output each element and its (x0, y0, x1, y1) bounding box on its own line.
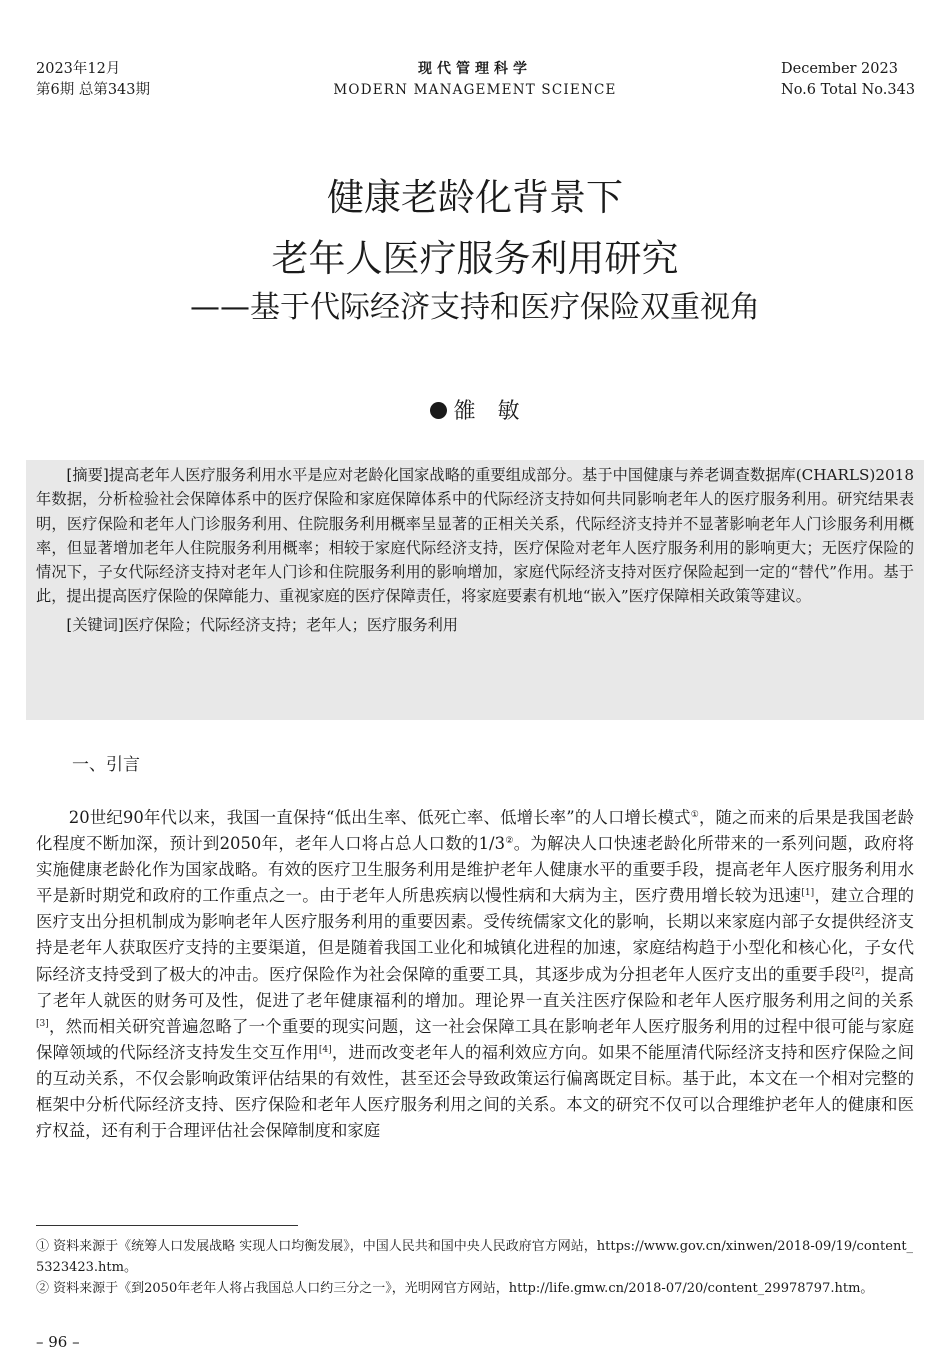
body-sentence: ，进而改变老年人的福利效应方向。如果不能厘清代际经济支持和医疗保险之间的互动关系，不仅会影响政策评估结果的有效性，甚至还会导致政策运行偏离既定目标。基于此，本文在一个相对完整的框架中分析代际经济支持、医疗保险和老年人医疗服务利用之间的关系。本文的研究不仅可以合理维护老年人的健康和医疗权益，还有利于合理评估社会保障制度和家庭 (36, 1042, 915, 1141)
journal-name-en: MODERN MANAGEMENT SCIENCE (333, 82, 617, 98)
footnote-marker[interactable]: ① (690, 810, 699, 820)
citation-marker[interactable]: [2] (851, 966, 865, 977)
footnote-1: ① 资料来源于《统筹人口发展战略 实现人口均衡发展》，中国人民共和国中央人民政府官方网站，https://www.gov.cn/xinwen/2018-09/19/content_5323423.htm。 (36, 1239, 914, 1275)
keywords-paragraph (36, 613, 914, 637)
author-line (0, 397, 950, 427)
citation-marker[interactable]: [1] (801, 888, 815, 899)
footnote-divider (36, 1225, 298, 1226)
abstract (36, 463, 914, 637)
footnote-marker[interactable]: ② (505, 836, 514, 847)
header-date-cn: 2023年12月 (36, 61, 121, 77)
header-issue-en: No.6 Total No.343 (781, 82, 916, 98)
keywords-label: [关键词] (66, 615, 124, 634)
abstract-label: [摘要] (66, 466, 109, 484)
title-line-2: 老年人医疗服务利用研究 (271, 237, 679, 280)
footnote-2: ② 资料来源于《到2050年老年人将占我国总人口约三分之一》，光明网官方网站，http://life.gmw.cn/2018-07/20/content_29978797.htm。 (36, 1280, 874, 1296)
body-sentence: ，然而相关研究普遍忽略了一个重要的现实问题，这一社会保障工具在影响老年人医疗服务利用的过程中很可能与家庭保障领域的代际经济支持发生交互作用 (36, 1016, 914, 1062)
body-sentence: ，建立合理的医疗支出分担机制成为影响老年人医疗服务利用的重要因素。受传统儒家文化的影响，长期以来家庭内部子女提供经济支持是老年人获取医疗支持的主要渠道，但是随着我国工业化和城镇化进程的加速，家庭结构趋于小型化和核心化，子女代际经济支持受到了极大的冲击。医疗保险作为社会保障的重要工具，其逐步成为分担老年人医疗支出的重要手段 (36, 886, 915, 984)
title-line-1: 健康老龄化背景下 (327, 176, 623, 219)
citation-marker[interactable]: [3] (36, 1018, 49, 1029)
body-text (36, 805, 914, 1144)
journal-name-cn: 现代管理科学 (418, 61, 532, 77)
subtitle: ——基于代际经济支持和医疗保险双重视角 (190, 290, 760, 325)
header-issue-cn: 第6期 总第343期 (36, 82, 151, 98)
footnotes (36, 1237, 914, 1299)
body-sentence: ，随之而来的后果是我国老龄化程度不断加深，预计到2050年，老年人口将占总人口数的1/3 (36, 808, 914, 854)
header-date-en: December 2023 (781, 61, 898, 77)
author-name: 雒 敏 (453, 399, 520, 424)
keywords-text: 医疗保险；代际经济支持；老年人；医疗服务利用 (123, 615, 458, 634)
abstract-paragraph (36, 463, 914, 609)
body-paragraph (36, 805, 914, 1144)
citation-marker[interactable]: [4] (318, 1044, 332, 1055)
abstract-text: 提高老年人医疗服务利用水平是应对老龄化国家战略的重要组成部分。基于中国健康与养老调查数据库(CHARLS)2018年数据，分析检验社会保障体系中的医疗保险和家庭保障体系中的代际经济支持如何共同影响老年人的医疗服务利用。研究结果表明，医疗保险和老年人门诊服务利用、住院服务利用概率呈显著的正相关关系，代际经济支持并不显著影响老年人门诊服务利用概率，但显著增加老年人住院服务利用概率；相较于家庭代际经济支持，医疗保险对老年人医疗服务利用的影响更大；无医疗保险的情况下，子女代际经济支持对老年人门诊和住院服务利用的影响增加，家庭代际经济支持对医疗保险起到一定的“替代”作用。基于此，提出提高医疗保险的保障能力、重视家庭的医疗保障责任，将家庭要素有机地“嵌入”医疗保障相关政策等建议。 (36, 466, 914, 606)
bullet-icon (430, 402, 447, 419)
body-sentence: ，提高了老年人就医的财务可及性，促进了老年健康福利的增加。理论界一直关注医疗保险和老年人医疗服务利用之间的关系 (36, 964, 915, 1010)
body-sentence: 。为解决人口快速老龄化所带来的一系列问题，政府将实施健康老龄化作为国家战略。有效的医疗卫生服务利用是维护老年人健康水平的重要手段，提高老年人医疗服务利用水平是新时期党和政府的工作重点之一。由于老年人所患疾病以慢性病和大病为主，医疗费用增长较为迅速 (36, 834, 914, 906)
body-sentence: 20世纪90年代以来，我国一直保持“低出生率、低死亡率、低增长率”的人口增长模式 (68, 808, 691, 827)
header-issue-info-en (781, 59, 915, 101)
section-heading: 一、引言 (72, 755, 140, 775)
page-number: – 96 – (36, 1333, 80, 1351)
